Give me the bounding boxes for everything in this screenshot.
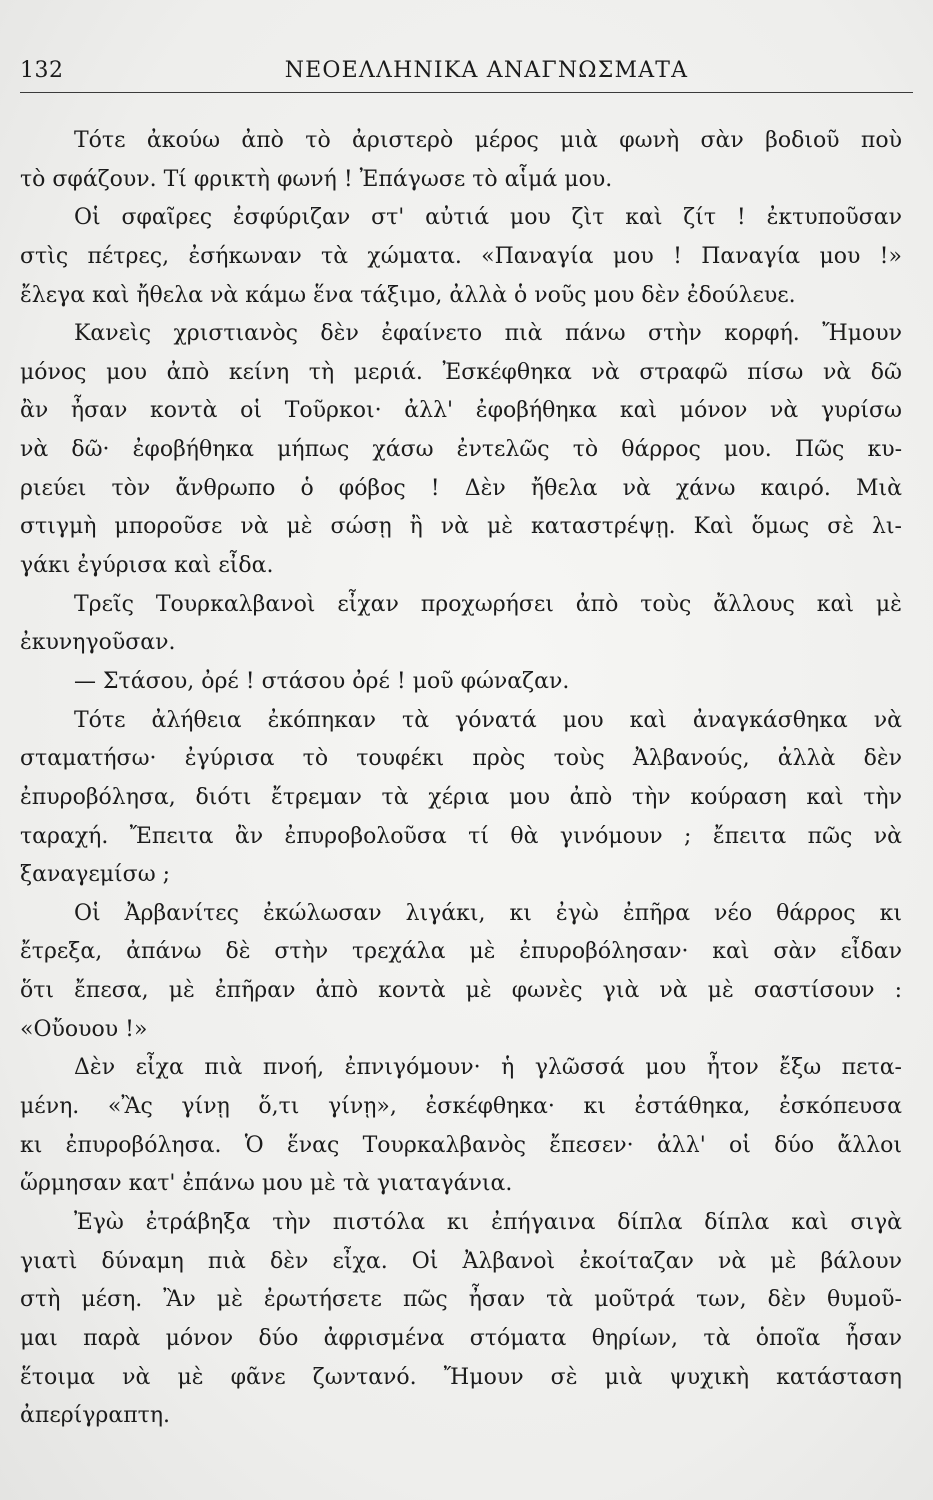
text-line: ὅτι ἔπεσα, μὲ ἐπῆραν ἀπὸ κοντὰ μὲ φωνὲς γιὰ νὰ μὲ σαστίσουν :: [20, 978, 902, 1004]
text-line: ἔλεγα καὶ ἤθελα νὰ κάμω ἕνα τάξιμο, ἀλλὰ ὁ νοῦς μου δὲν ἐδούλευε.: [20, 282, 796, 308]
text-line: νὰ δῶ· ἐφοβήθηκα μήπως χάσω ἐντελῶς τὸ θάρρος μου. Πῶς κυ-: [20, 437, 902, 463]
text-line: ὥρμησαν κατ' ἐπάνω μου μὲ τὰ γιαταγάνια.: [20, 1171, 513, 1197]
text-line: ριεύει τὸν ἄνθρωπο ὁ φόβος ! Δὲν ἤθελα νὰ χάνω καιρό. Μιὰ: [20, 475, 902, 501]
text-line: ἐπυροβόλησα, διότι ἔτρεμαν τὰ χέρια μου ἀπὸ τὴν κούραση καὶ τὴν: [20, 784, 902, 810]
page-number: 132: [20, 58, 64, 83]
text-line: μένη. «Ἂς γίνῃ ὅ,τι γίνῃ», ἐσκέφθηκα· κι ἐστάθηκα, ἐσκόπευσα: [20, 1094, 902, 1120]
text-line: Οἱ σφαῖρες ἐσφύριζαν στ' αὐτιά μου ζὶτ καὶ ζίτ ! ἐκτυποῦσαν: [74, 205, 902, 231]
running-title: ΝΕΟΕΛΛΗΝΙΚΑ ΑΝΑΓΝΩΣΜΑΤΑ: [284, 58, 689, 83]
text-line: στὴ μέση. Ἂν μὲ ἐρωτήσετε πῶς ἦσαν τὰ μοῦτρά των, δὲν θυμοῦ-: [20, 1287, 902, 1313]
body-text: [20, 122, 902, 1436]
page-header: [20, 58, 913, 94]
text-line: στὶς πέτρες, ἐσήκωναν τὰ χώματα. «Παναγία μου ! Παναγία μου !»: [20, 243, 902, 269]
text-line: γάκι ἐγύρισα καὶ εἶδα.: [20, 553, 274, 579]
text-line: κι ἐπυροβόλησα. Ὁ ἕνας Τουρκαλβανὸς ἔπεσεν· ἀλλ' οἱ δύο ἄλλοι: [20, 1132, 902, 1158]
text-line: Τρεῖς Τουρκαλβανοὶ εἶχαν προχωρήσει ἀπὸ τοὺς ἄλλους καὶ μὲ: [74, 591, 902, 617]
text-line: «Οὔουου !»: [20, 1016, 148, 1042]
text-line: Κανεὶς χριστιανὸς δὲν ἐφαίνετο πιὰ πάνω στὴν κορφή. Ἤμουν: [74, 321, 902, 347]
text-line: ἀπερίγραπτη.: [20, 1403, 171, 1429]
text-line: γιατὶ δύναμη πιὰ δὲν εἶχα. Οἱ Ἀλβανοὶ ἐκοίταζαν νὰ μὲ βάλουν: [20, 1248, 902, 1274]
header-rule: [20, 92, 913, 93]
text-line: Τότε ἀλήθεια ἐκόπηκαν τὰ γόνατά μου καὶ ἀναγκάσθηκα νὰ: [74, 707, 902, 733]
text-line: ταραχή. Ἔπειτα ἂν ἐπυροβολοῦσα τί θὰ γινόμουν ; ἔπειτα πῶς νὰ: [20, 823, 902, 849]
text-line: ἔτρεξα, ἀπάνω δὲ στὴν τρεχάλα μὲ ἐπυροβόλησαν· καὶ σὰν εἶδαν: [20, 939, 902, 965]
text-line: ἂν ἦσαν κοντὰ οἱ Τοῦρκοι· ἀλλ' ἐφοβήθηκα καὶ μόνον νὰ γυρίσω: [20, 398, 902, 424]
text-line: μαι παρὰ μόνον δύο ἀφρισμένα στόματα θηρίων, τὰ ὁποῖα ἦσαν: [20, 1325, 902, 1351]
text-line: Οἱ Ἀρβανίτες ἐκώλωσαν λιγάκι, κι ἐγὼ ἐπῆρα νέο θάρρος κι: [74, 900, 902, 926]
text-line: ξαναγεμίσω ;: [20, 862, 171, 888]
text-line: — Στάσου, ὀρέ ! στάσου ὀρέ ! μοῦ φώναζαν.: [74, 668, 570, 694]
text-line: ἕτοιμα νὰ μὲ φᾶνε ζωντανό. Ἤμουν σὲ μιὰ ψυχικὴ κατάσταση: [20, 1364, 902, 1390]
text-line: στιγμὴ μποροῦσε νὰ μὲ σώσῃ ἢ νὰ μὲ καταστρέψῃ. Καὶ ὅμως σὲ λι-: [20, 514, 902, 540]
text-line: τὸ σφάζουν. Τί φρικτὴ φωνή ! Ἐπάγωσε τὸ αἷμά μου.: [20, 166, 613, 192]
text-line: Τότε ἀκούω ἀπὸ τὸ ἀριστερὸ μέρος μιὰ φωνὴ σὰν βοδιοῦ ποὺ: [74, 128, 902, 153]
text-line: σταματήσω· ἐγύρισα τὸ τουφέκι πρὸς τοὺς Ἀλβανούς, ἀλλὰ δὲν: [20, 746, 902, 772]
text-line: ἐκυνηγοῦσαν.: [20, 630, 176, 656]
text-line: μόνος μου ἀπὸ κείνη τὴ μεριά. Ἐσκέφθηκα νὰ στραφῶ πίσω νὰ δῶ: [20, 359, 902, 385]
text-line: Δὲν εἶχα πιὰ πνοή, ἐπνιγόμουν· ἡ γλῶσσά μου ἦτον ἔξω πετα-: [74, 1055, 902, 1081]
text-line: Ἐγὼ ἐτράβηξα τὴν πιστόλα κι ἐπήγαινα δίπλα δίπλα καὶ σιγὰ: [74, 1209, 902, 1235]
